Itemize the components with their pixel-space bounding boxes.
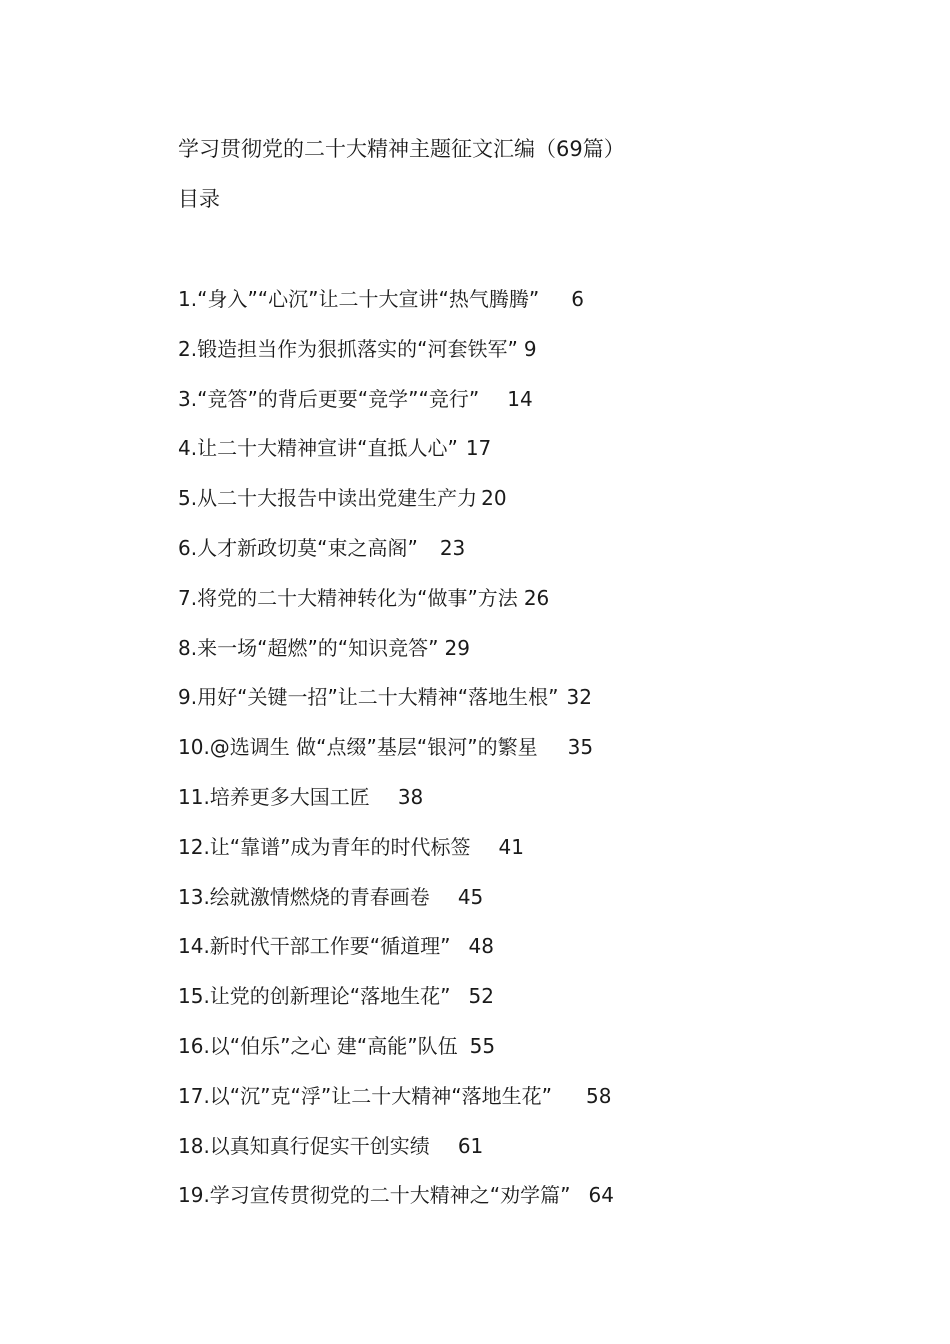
toc-entry-title: 19.学习宣传贯彻党的二十大精神之“劝学篇” bbox=[178, 1183, 571, 1208]
toc-entry-title: 3.“竞答”的背后更要“竞学”“竞行” bbox=[178, 386, 480, 411]
document-title: 学习贯彻党的二十大精神主题征文汇编（69篇） bbox=[178, 137, 625, 161]
toc-entry-page-number: 17 bbox=[465, 436, 492, 461]
toc-entry-page-number: 58 bbox=[585, 1083, 612, 1108]
toc-entry-title: 5.从二十大报告中读出党建生产力 bbox=[178, 486, 478, 511]
toc-entry-page-number: 29 bbox=[444, 635, 470, 660]
toc-entry-title: 18.以真知真行促实干创实绩 bbox=[178, 1133, 430, 1158]
toc-entry-title: 9.用好“关键一招”让二十大精神“落地生根” bbox=[178, 685, 559, 710]
toc-entry-page-number: 23 bbox=[439, 535, 466, 560]
toc-entry[interactable] bbox=[178, 533, 614, 583]
toc-entry[interactable] bbox=[178, 334, 614, 384]
toc-entry-title: 14.新时代干部工作要“循道理” bbox=[178, 934, 451, 959]
toc-entry-page-number: 52 bbox=[468, 984, 494, 1009]
toc-entry-page-number: 48 bbox=[468, 934, 494, 959]
toc-entry-title: 12.让“靠谱”成为青年的时代标签 bbox=[178, 834, 471, 859]
table-of-contents bbox=[178, 284, 614, 1230]
toc-entry[interactable] bbox=[178, 931, 614, 981]
toc-entry-page-number: 20 bbox=[481, 486, 507, 511]
toc-entry[interactable] bbox=[178, 384, 614, 434]
toc-entry[interactable] bbox=[178, 633, 614, 683]
toc-entry[interactable] bbox=[178, 682, 614, 732]
toc-entry[interactable] bbox=[178, 284, 614, 334]
toc-entry[interactable] bbox=[178, 882, 614, 932]
toc-entry-title: 1.“身入”“心沉”让二十大宣讲“热气腾腾” bbox=[178, 287, 540, 311]
toc-entry-page-number: 9 bbox=[523, 336, 537, 361]
toc-entry-page-number: 38 bbox=[397, 784, 424, 809]
toc-entry[interactable] bbox=[178, 583, 614, 633]
toc-entry-title: 15.让党的创新理论“落地生花” bbox=[178, 984, 451, 1009]
toc-entry-page-number: 6 bbox=[571, 287, 584, 311]
toc-entry-title: 2.锻造担当作为狠抓落实的“河套铁军” bbox=[178, 336, 518, 361]
toc-entry[interactable] bbox=[178, 832, 614, 882]
toc-entry-title: 7.将党的二十大精神转化为“做事”方法 bbox=[178, 585, 518, 610]
toc-heading: 目录 bbox=[178, 187, 220, 211]
toc-entry-page-number: 41 bbox=[498, 834, 524, 859]
toc-entry[interactable] bbox=[178, 1081, 614, 1131]
toc-entry-page-number: 45 bbox=[457, 884, 484, 909]
toc-entry-title: 16.以“伯乐”之心 建“高能”队伍 bbox=[178, 1033, 458, 1058]
toc-entry[interactable] bbox=[178, 1180, 614, 1230]
toc-entry-title: 10.@选调生 做“点缀”基层“银河”的繁星 bbox=[178, 735, 538, 760]
toc-entry[interactable] bbox=[178, 981, 614, 1031]
toc-entry-title: 8.来一场“超燃”的“知识竞答” bbox=[178, 635, 439, 660]
toc-entry-page-number: 35 bbox=[567, 735, 594, 760]
toc-entry-title: 6.人才新政切莫“束之高阁” bbox=[178, 535, 418, 560]
toc-entry[interactable] bbox=[178, 732, 614, 782]
toc-entry[interactable] bbox=[178, 1031, 614, 1081]
toc-entry-page-number: 64 bbox=[588, 1183, 614, 1208]
toc-entry-title: 13.绘就激情燃烧的青春画卷 bbox=[178, 884, 430, 909]
toc-entry-title: 11.培养更多大国工匠 bbox=[178, 784, 370, 809]
toc-entry-title: 17.以“沉”克“浮”让二十大精神“落地生花” bbox=[178, 1083, 552, 1108]
toc-entry-page-number: 32 bbox=[566, 685, 592, 710]
toc-entry[interactable] bbox=[178, 433, 614, 483]
toc-entry[interactable] bbox=[178, 483, 614, 533]
toc-entry-page-number: 61 bbox=[457, 1133, 484, 1158]
toc-entry[interactable] bbox=[178, 1131, 614, 1181]
toc-entry-page-number: 14 bbox=[507, 386, 533, 411]
toc-entry-title: 4.让二十大精神宣讲“直抵人心” bbox=[178, 436, 458, 461]
toc-entry-page-number: 26 bbox=[523, 585, 550, 610]
toc-entry[interactable] bbox=[178, 782, 614, 832]
toc-entry-page-number: 55 bbox=[469, 1033, 496, 1058]
